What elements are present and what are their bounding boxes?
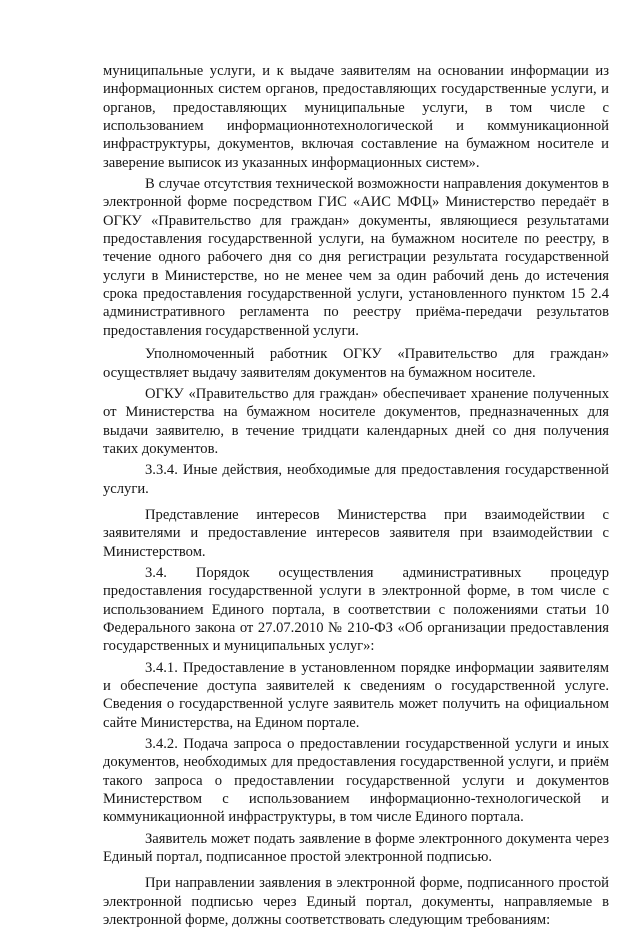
paragraph-authorized-worker: Уполномоченный работник ОГКУ «Правительство для граждан» осуществляет выдачу заявителям документов на бумажном носителе. [103,346,609,381]
paragraph-electronic-requirements: При направлении заявления в электронной форме, подписанного простой электронной подписью через Единый портал, документы, направляемые в электронной форме, должны соответствовать следующим требованиям: [103,875,609,929]
paragraph-applicant-submission: Заявитель может подать заявление в форме электронного документа через Единый портал, подписанное простой электронной подписью. [103,830,609,866]
document-page [103,62,609,929]
paragraph-technical-impossibility: В случае отсутствия технической возможности направления документов в электронной форме посредством ГИС «АИС МФЦ» Министерство передаёт в ОГКУ «Правительство для граждан» документы, являющиеся результатами предоставления государственной услуги, на бумажном носителе по реестру, в течение одного рабочего дня со дня регистрации результата государственной услуги в Министерстве, но не менее чем за один рабочий день до истечения срока предоставления государственной услуги, установленного пунктом 15 2.4 административного регламента по реестру приёма-передачи результатов предоставления государственной услуги. [103,176,609,339]
paragraph-continuation: муниципальные услуги, и к выдаче заявителям на основании информации из информационных систем органов, предоставляющих государственные услуги, и органов, предоставляющих муниципальные услуги, в том числе с использованием информационнотехнологической и коммуникационной инфраструктуры, документов, включая составление на бумажном носителе и заверение выписок из указанных информационных систем». [103,63,609,171]
paragraph-section-3-4: 3.4. Порядок осуществления административных процедур предоставления государственной услуги в электронной форме, в том числе с использованием Единого портала, в соответствии с положениями статьи 10 Федерального закона от 27.07.2010 № 210-ФЗ «Об организации предоставления государственных и муниципальных услуг»: [103,564,609,655]
paragraph-representation: Представление интересов Министерства при взаимодействии с заявителями и предоставление интересов заявителя при взаимодействии с Министерством. [103,506,609,560]
paragraph-section-3-3-4: 3.3.4. Иные действия, необходимые для предоставления государственной услуги. [103,462,609,497]
paragraph-section-3-4-2: 3.4.2. Подача запроса о предоставлении государственной услуги и иных документов, необходимых для предоставления государственной услуги, и приём такого запроса о предоставлении государственной услуги и документов Министерством с использованием информационно-технологической и коммуникационной инфраструктуры, в том числе Единого портала. [103,736,609,826]
paragraph-section-3-4-1: 3.4.1. Предоставление в установленном порядке информации заявителям и обеспечение доступа заявителей к сведениям о государственной услуге. Сведения о государственной услуге заявитель может получить на официальном сайте Министерства, на Едином портале. [103,659,609,731]
paragraph-storage: ОГКУ «Правительство для граждан» обеспечивает хранение полученных от Министерства на бумажном носителе документов, предназначенных для выдачи заявителю, в течение тридцати календарных дней со дня получения таких документов. [103,385,609,457]
